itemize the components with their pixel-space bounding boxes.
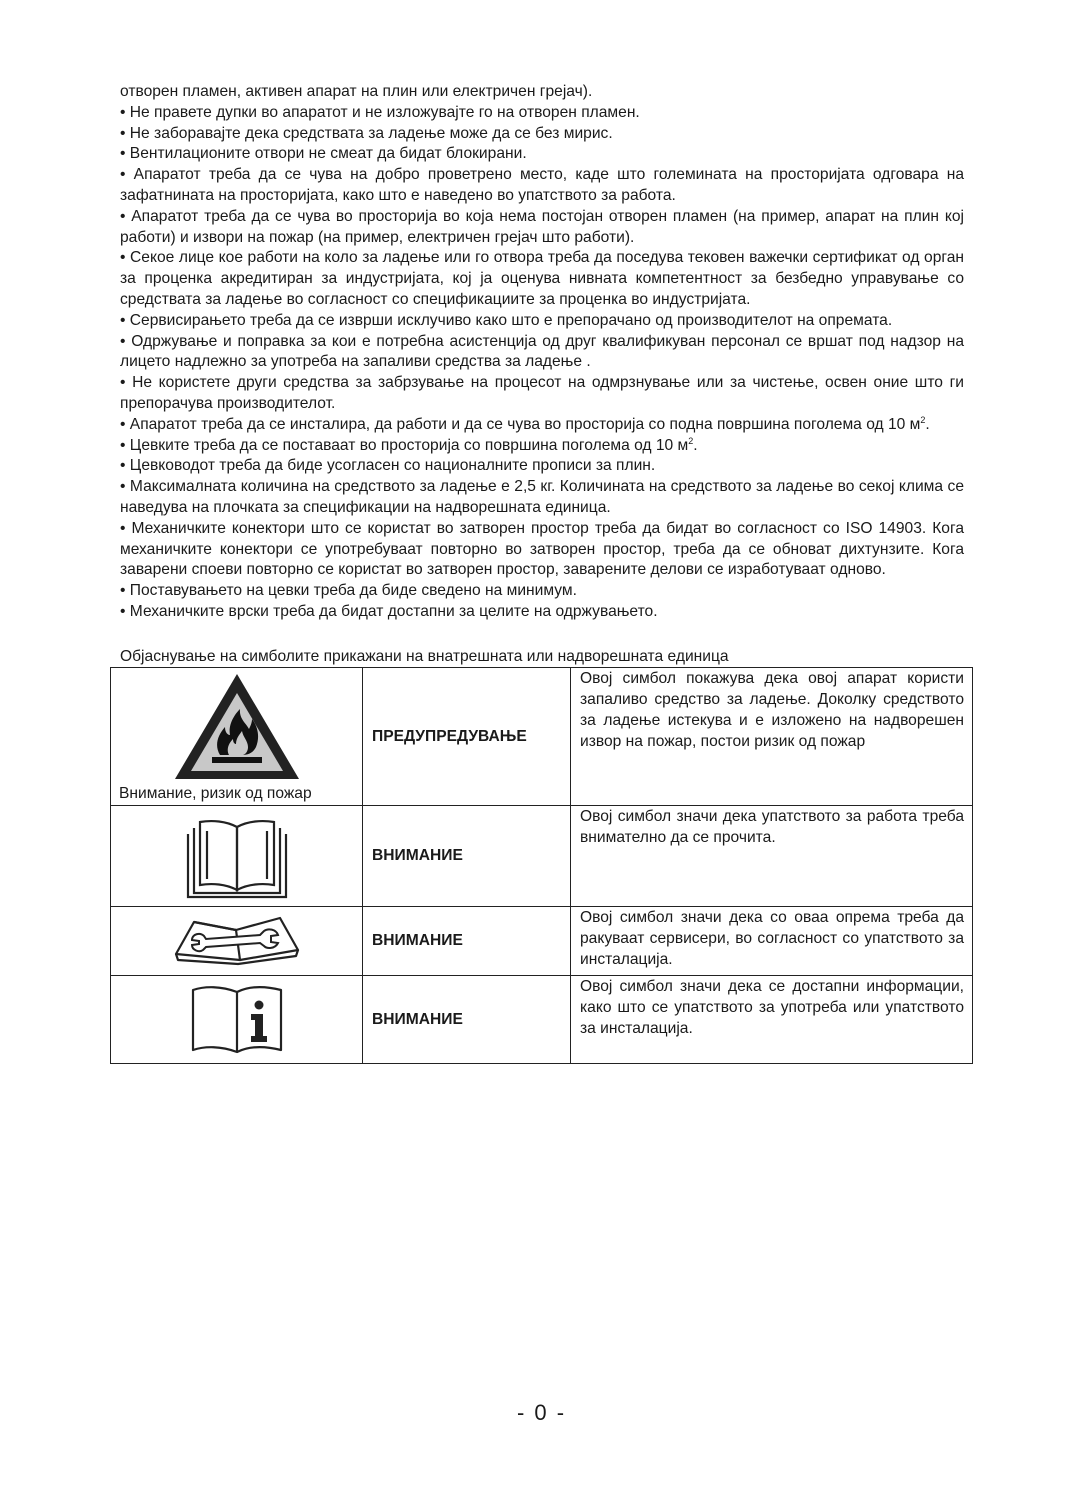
paragraph-16: • Поставувањето на цевки треба да биде сведено на минимум. — [120, 582, 577, 600]
flammable-warning-icon — [172, 671, 302, 783]
icon-cell — [111, 975, 363, 1063]
icon-cell — [111, 805, 363, 906]
symbol-description: Овој симбол покажува дека овој апарат користи запаливо средство за ладење. Доколку средството за ладење истекува и е изложено на надворешен извор на пожар, постои ризик од пожар — [571, 667, 973, 805]
paragraph-12 — [120, 436, 964, 457]
paragraph-6: • Апаратот треба да се чува во просторија во која нема постојан отворен пламен (на пример, апарат на плин кој работи) и извори на пожар (на пример, електричен грејач што работи). — [120, 207, 964, 246]
superscript-2: 2 — [920, 414, 926, 425]
document-body — [120, 82, 964, 1064]
paragraph-4: • Вентилационите отвори не смеат да бидат блокирани. — [120, 145, 527, 163]
symbol-description: Овој симбол значи дека упатството за работа треба внимателно да се прочита. — [571, 805, 973, 906]
paragraph-14: • Максималната количина на средството за ладење е 2,5 кг. Количината на средството за ладење во секој клима се наведува на плочката за спецификации на надворешната единица. — [120, 478, 964, 516]
symbol-label: ВНИМАНИЕ — [363, 805, 571, 906]
paragraph-1: отворен пламен, активен апарат на плин или електричен грејач). — [120, 83, 593, 100]
paragraph-7: • Секое лице кое работи на коло за ладење или го отвора треба да поседува тековен важечки сертификат од орган за проценка акредитиран за индустријата, кој ја оценува нивната компетентност за безбедно управување со средствата за ладење во согласност со спецификациите за проценка во индустријата. — [120, 249, 964, 308]
icon-caption: Внимание, ризик од пожар — [119, 784, 312, 802]
page-number: - 0 - — [516, 1400, 567, 1425]
symbol-label: ВНИМАНИЕ — [363, 906, 571, 975]
period: . — [693, 436, 698, 454]
paragraph-3: • Не заборавајте дека средствата за ладење може да се без мирис. — [120, 124, 613, 142]
icon-cell — [111, 667, 363, 805]
paragraph-2: • Не правете дупки во апаратот и не изложувајте го на отворен пламен. — [120, 103, 640, 121]
table-row — [111, 667, 973, 805]
symbol-label: ПРЕДУПРЕДУВАЊЕ — [363, 667, 571, 805]
paragraph-5: • Апаратот треба да се чува на добро проветрено место, каде што големината на просторијата одговара на зафатнината на просторијата, како што е наведено во упатството за работа. — [120, 166, 964, 204]
paragraph-10: • Не користете други средства за забрзување на процесот на одмрзнување или за чистење, освен оние што ги препорачува производителот. — [120, 374, 964, 412]
service-manual-icon — [172, 914, 302, 966]
paragraph-17: • Механичките врски треба да бидат достапни за целите на одржувањето. — [120, 602, 658, 620]
symbol-label: ВНИМАНИЕ — [363, 975, 571, 1063]
paragraph-13: • Цевководот треба да биде усогласен со националните прописи за плин. — [120, 457, 656, 475]
paragraph-11 — [120, 415, 964, 436]
symbol-description: Овој симбол значи дека се достапни информации, како што се упатството за употреба или упатството за инсталација. — [571, 975, 973, 1063]
paragraph-8: • Сервисирањето треба да се изврши исклучиво како што е препорачано од производителот на опремата. — [120, 311, 893, 329]
paragraph-9: • Одржување и поправка за кои е потребна асистенција од друг квалификуван персонал се вршат под надзор на лицето надлежно за употреба на запаливи средства за ладење . — [120, 332, 964, 371]
paragraph-12-text: • Цевките треба да се поставаат во просторија со површина поголема од 10 м — [120, 436, 689, 454]
read-manual-icon — [182, 813, 292, 899]
period: . — [925, 415, 930, 433]
superscript-2: 2 — [688, 435, 694, 446]
table-row — [111, 975, 973, 1063]
icon-cell — [111, 906, 363, 975]
table-row — [111, 906, 973, 975]
paragraph-11-text: • Апаратот треба да се инсталира, да работи и да се чува во просторија со подна површина поголема од 10 м — [120, 415, 921, 433]
paragraph-15: • Механичките конектори што се користат во затворен простор треба да бидат во согласност со ISO 14903. Кога механичките конектори се употребуваат повторно во затворен простор, треба да се обноват дихтунзите. Кога заварени спoеви повторно се користат во затворен простор, заварените делови се изработуваат одново. — [120, 519, 964, 579]
symbols-table — [110, 667, 973, 1064]
table-row — [111, 805, 973, 906]
information-manual-icon — [189, 980, 285, 1056]
symbol-description: Овој симбол значи дека со оваа опрема треба да ракуваат сервисери, во согласност со упатството за инсталација. — [571, 906, 973, 975]
table-caption: Објаснување на симболите прикажани на внатрешната или надворешната единица — [120, 647, 729, 665]
